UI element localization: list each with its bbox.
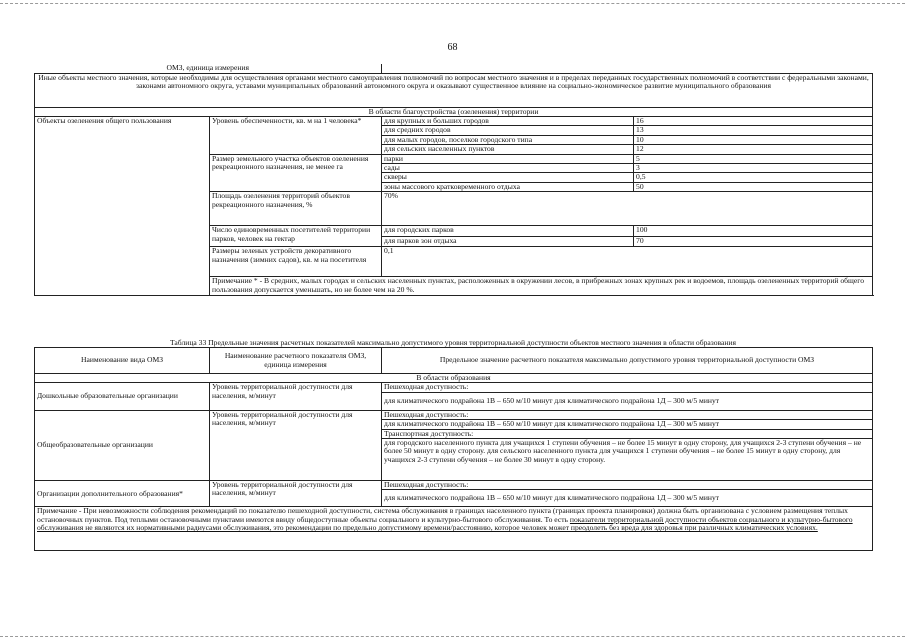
single-value: 0,1: [382, 247, 873, 277]
pedestrian-label: Пешеходная доступность:: [382, 383, 873, 392]
row-value: 70: [634, 237, 873, 247]
header-indicator: Наименование расчетного показателя ОМЗ, единица измерения: [210, 348, 382, 374]
indicator-cell: Число единовременных посетителей территории парков, человек на гектар: [210, 226, 382, 247]
single-value: 70%: [382, 192, 873, 226]
row-label: для средних городов: [382, 126, 634, 135]
indicator-cell: Уровень обеспеченности, кв. м на 1 человека*: [210, 116, 382, 154]
row-value: 100: [634, 226, 873, 237]
page-bottom-border: [0, 636, 905, 637]
table2-section-heading: В области образования: [35, 374, 873, 383]
indicator-cell: Размеры зеленых устройств декоративного назначения (зимних садов), кв. м на посетителя: [210, 247, 382, 277]
row-label: скверы: [382, 173, 634, 182]
table1-section-heading: В области благоустройства (озеленения) территории: [35, 107, 873, 116]
row-label: для городских парков: [382, 226, 634, 237]
row-label: парки: [382, 154, 634, 163]
row-value: 5: [634, 154, 873, 163]
note-underlined-text: показатели территориальной доступности объектов социального и культурно-бытового обслуживания не являются их нормативными радиусами обслуживания, это рекомендации по предельно допустимому времени/расстоянию, которое человек может преодолеть без вреда для здоровья при различных климатических условиях.: [37, 514, 853, 533]
object-preschool: Дошкольные образовательные организации: [35, 383, 210, 410]
table1-note: Примечание * - В средних, малых городах и сельских населенных пунктах, расположенных в окружении лесов, в прибрежных зонах крупных рек и водоемов, площадь озелененных территорий общего пользования допускается уменьшать, но не более чем на 20 %.: [210, 277, 873, 296]
table1-header-cell: ОМЗ, единица измерения: [35, 64, 382, 73]
transport-label: Транспортная доступность:: [382, 429, 873, 438]
note-text: Примечание - При невозможности соблюдения рекомендаций по показателю пешеходной доступности, система обслуживания в границах населенного пункта (границах проекта планировки) должна быть организована с условием размещения теплых остановочных пунктов. Под теплыми остановочными пунктами имеются ввиду общедоступные объекты социального и культурно-бытового обслуживания. То есть: [37, 506, 848, 524]
row-value: 16: [634, 116, 873, 125]
row-value: 13: [634, 126, 873, 135]
indicator-cell: Уровень территориальной доступности для населения, м/минут: [210, 481, 382, 507]
row-label: для сельских населенных пунктов: [382, 145, 634, 154]
transport-detail: для городского населенного пункта для учащихся 1 ступени обучения – не более 15 минут в одну сторону, для учащихся 2-3 ступени обучения – не более 50 минут в одну сторону. для сельского населенного пункта для учащихся 1 ступени обучения – не более 15 минут в одну сторону, для учащихся 2-3 ступени обучения – не более 30 минут в одну сторону.: [382, 439, 873, 481]
indicator-cell: Площадь озеленения территорий объектов рекреационного назначения, %: [210, 192, 382, 226]
row-value: 50: [634, 182, 873, 191]
row-value: 3: [634, 163, 873, 172]
row-label: для малых городов, поселков городского типа: [382, 135, 634, 144]
row-label: для парков зон отдыха: [382, 237, 634, 247]
pedestrian-label: Пешеходная доступность:: [382, 410, 873, 419]
indicator-cell: Размер земельного участка объектов озеленения рекреационного назначения, не менее га: [210, 154, 382, 192]
object-general-education: Общеобразовательные организации: [35, 410, 210, 480]
row-value: 10: [634, 135, 873, 144]
indicator-cell: Уровень территориальной доступности для населения, м/минут: [210, 410, 382, 480]
row-label: для крупных и больших городов: [382, 116, 634, 125]
row-value: 0,5: [634, 173, 873, 182]
greening-standards-table: [34, 64, 873, 296]
education-accessibility-table: [34, 347, 873, 551]
page-number: 68: [447, 42, 458, 53]
row-value: 12: [634, 145, 873, 154]
climate-values: для климатического подрайона 1В – 650 м/10 минут для климатического подрайона 1Д – 300 м/5 минут: [382, 420, 873, 429]
table33-caption: Таблица 33 Предельные значения расчетных показателей максимально допустимого уровня территориальной доступности объектов местного значения в области образования: [169, 338, 736, 347]
object-name-cell: Объекты озеленения общего пользования: [35, 116, 210, 295]
table2-note: [35, 507, 873, 551]
climate-values: для климатического подрайона 1В – 650 м/10 минут для климатического подрайона 1Д – 300 м/5 минут: [382, 490, 873, 507]
header-object-type: Наименование вида ОМЗ: [35, 348, 210, 374]
row-label: зоны массового кратковременного отдыха: [382, 182, 634, 191]
table1-intro: Иные объекты местного значения, которые необходимы для осуществления органами местного самоуправления полномочий по вопросам местного значения и в пределах переданных государственных полномочий в соответствии с федеральными законами, законами автономного округа, уставами муниципальных образований автономного округа и оказывают существенное влияние на социально-экономическое развитие муниципального образования: [35, 73, 873, 107]
pedestrian-label: Пешеходная доступность:: [382, 481, 873, 490]
row-label: сады: [382, 163, 634, 172]
table1-header-empty: [382, 64, 873, 73]
header-limit-value: Предельное значение расчетного показателя максимально допустимого уровня территориальной доступности ОМЗ: [382, 348, 873, 374]
page-top-border: [0, 3, 905, 4]
climate-values: для климатического подрайона 1В – 650 м/10 минут для климатического подрайона 1Д – 300 м/5 минут: [382, 392, 873, 410]
indicator-cell: Уровень территориальной доступности для населения, м/минут: [210, 383, 382, 410]
object-additional-education: Организации дополнительного образования*: [35, 481, 210, 507]
